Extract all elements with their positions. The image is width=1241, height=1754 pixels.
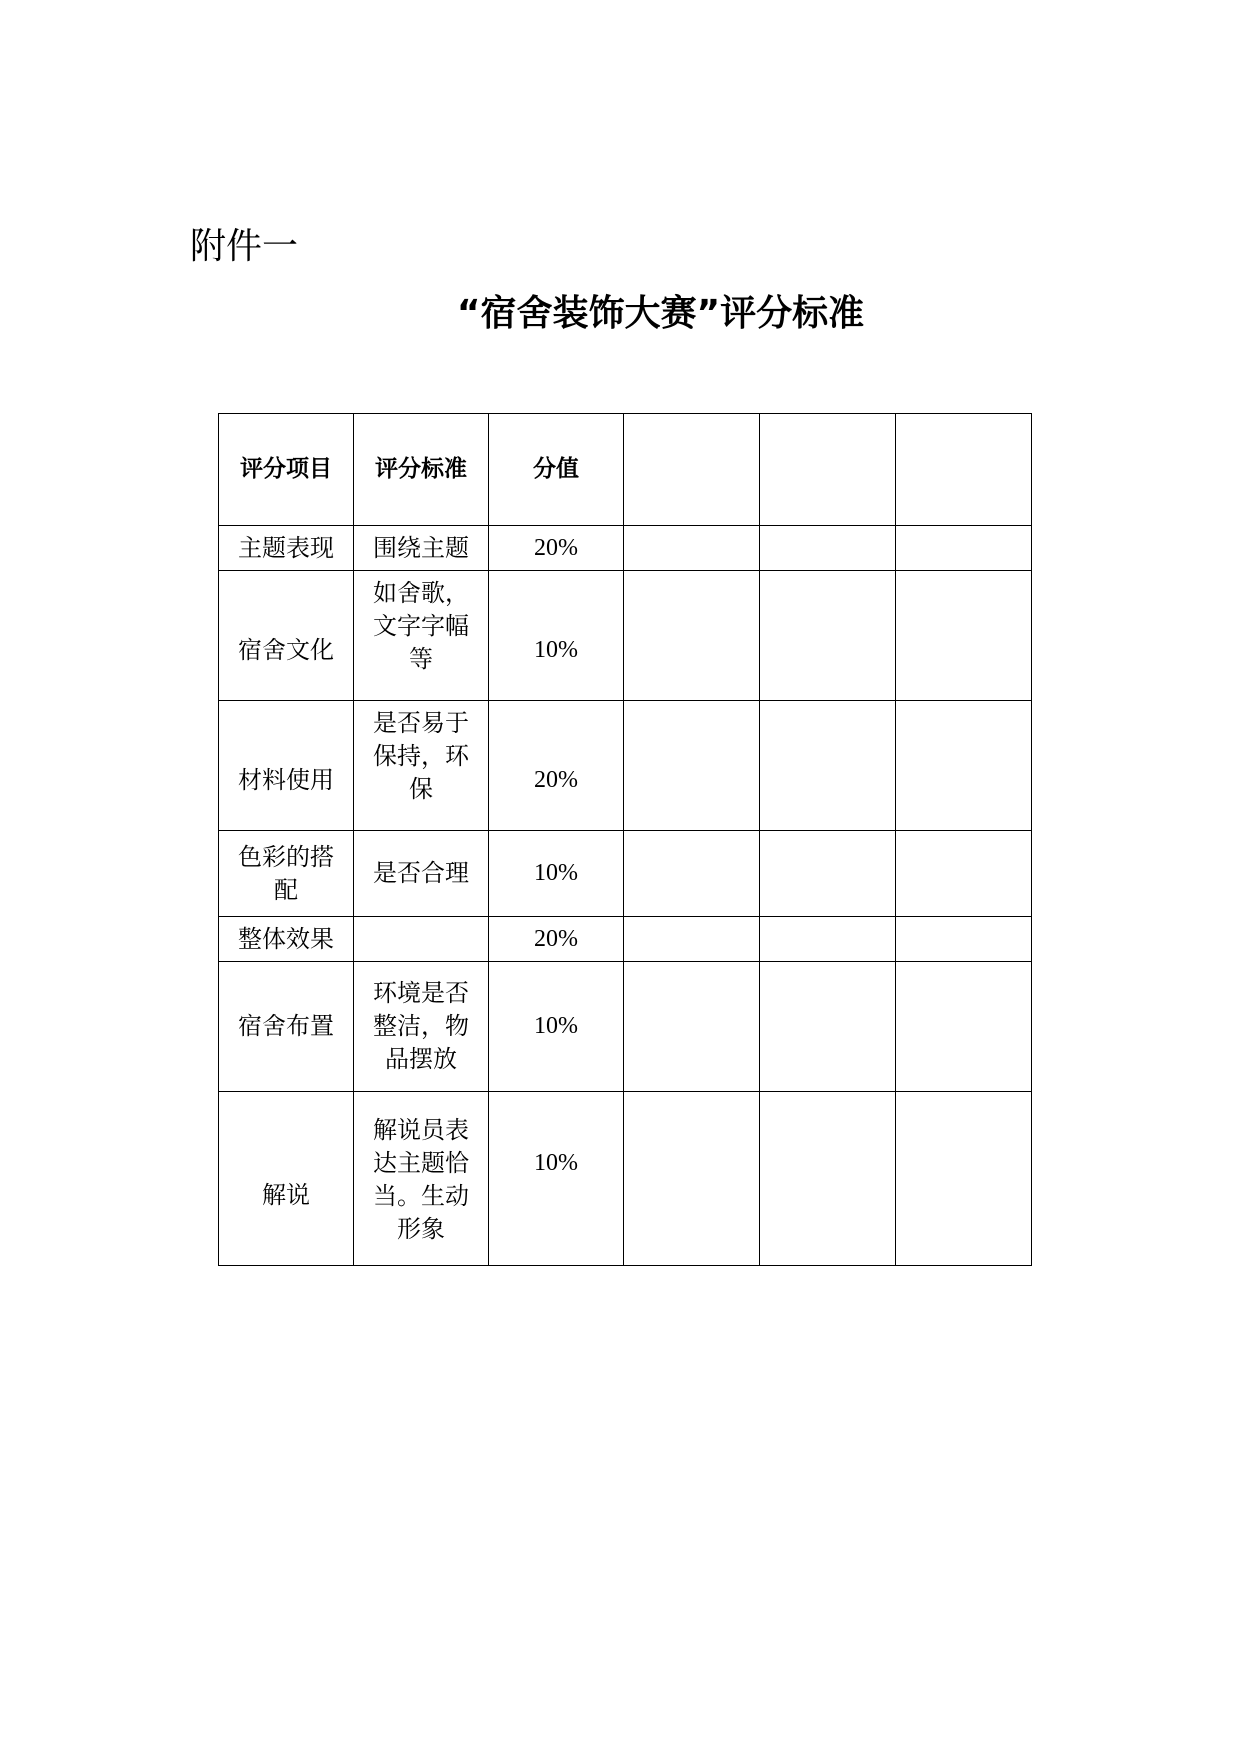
blank-cell xyxy=(760,831,896,917)
blank-cell xyxy=(896,1092,1032,1266)
row-standard: 解说员表达主题恰当。生动形象 xyxy=(354,1092,489,1266)
row-value: 10% xyxy=(489,1092,624,1266)
row-item: 宿舍布置 xyxy=(219,962,354,1092)
blank-cell xyxy=(624,831,760,917)
row-item: 色彩的搭配 xyxy=(219,831,354,917)
blank-cell xyxy=(896,701,1032,831)
blank-cell xyxy=(624,701,760,831)
blank-cell xyxy=(896,571,1032,701)
document-title: “宿舍装饰大赛”评分标准 xyxy=(456,293,865,334)
header-blank-1 xyxy=(624,414,760,526)
blank-cell xyxy=(624,962,760,1092)
row-value: 20% xyxy=(489,526,624,571)
blank-cell xyxy=(896,962,1032,1092)
row-item: 整体效果 xyxy=(219,917,354,962)
row-standard: 是否合理 xyxy=(354,831,489,917)
row-standard: 围绕主题 xyxy=(354,526,489,571)
row-item: 材料使用 xyxy=(219,701,354,831)
table-row xyxy=(219,831,1032,917)
header-standard: 评分标准 xyxy=(354,414,489,526)
blank-cell xyxy=(896,831,1032,917)
row-standard: 如舍歌，文字字幅等 xyxy=(354,571,489,701)
row-standard: 是否易于保持，环保 xyxy=(354,701,489,831)
blank-cell xyxy=(624,526,760,571)
blank-cell xyxy=(896,526,1032,571)
table-row xyxy=(219,571,1032,701)
row-value: 10% xyxy=(489,831,624,917)
header-blank-2 xyxy=(760,414,896,526)
row-value: 20% xyxy=(489,917,624,962)
row-standard xyxy=(354,917,489,962)
blank-cell xyxy=(760,917,896,962)
row-standard: 环境是否整洁，物品摆放 xyxy=(354,962,489,1092)
table-row xyxy=(219,1092,1032,1266)
table-row xyxy=(219,526,1032,571)
table-row xyxy=(219,962,1032,1092)
blank-cell xyxy=(760,1092,896,1266)
blank-cell xyxy=(624,917,760,962)
scoring-table xyxy=(218,413,1032,1266)
blank-cell xyxy=(760,701,896,831)
header-value: 分值 xyxy=(489,414,624,526)
row-item: 解说 xyxy=(219,1092,354,1266)
blank-cell xyxy=(896,917,1032,962)
header-item: 评分项目 xyxy=(219,414,354,526)
blank-cell xyxy=(624,1092,760,1266)
blank-cell xyxy=(760,962,896,1092)
blank-cell xyxy=(760,526,896,571)
blank-cell xyxy=(624,571,760,701)
blank-cell xyxy=(760,571,896,701)
row-value: 10% xyxy=(489,571,624,701)
row-value: 20% xyxy=(489,701,624,831)
table-header-row xyxy=(219,414,1032,526)
table-row xyxy=(219,917,1032,962)
annex-label: 附件一 xyxy=(190,226,299,267)
header-blank-3 xyxy=(896,414,1032,526)
table-row xyxy=(219,701,1032,831)
row-value: 10% xyxy=(489,962,624,1092)
row-item: 主题表现 xyxy=(219,526,354,571)
row-item: 宿舍文化 xyxy=(219,571,354,701)
